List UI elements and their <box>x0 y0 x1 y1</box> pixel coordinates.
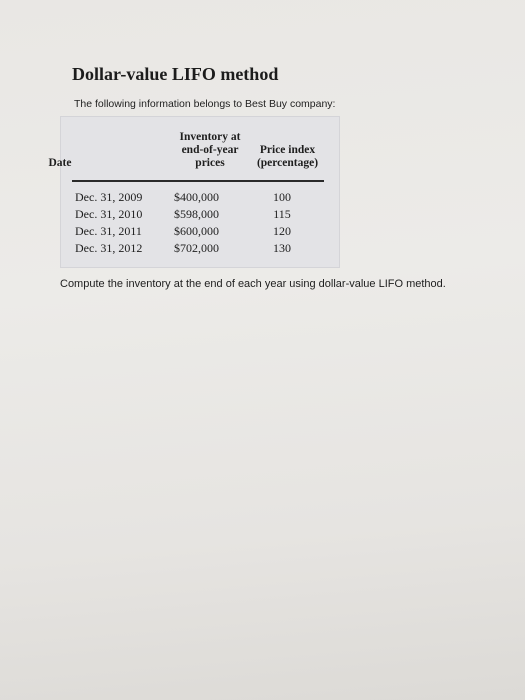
cell-price-index: 100 <box>273 190 291 204</box>
header-date-label: Date <box>48 157 72 169</box>
cell-date: Dec. 31, 2012 <box>75 241 143 255</box>
cell-price-index: 130 <box>273 241 291 255</box>
question-text: Compute the inventory at the end of each year using dollar-value LIFO method. <box>60 278 446 290</box>
header-rule <box>72 180 324 182</box>
header-price-index-line-2: (percentage) <box>256 157 319 169</box>
header-price-index <box>240 144 335 170</box>
cell-inventory: $598,000 <box>174 207 219 221</box>
cell-price-index: 120 <box>273 224 291 238</box>
header-date <box>40 157 80 170</box>
header-inventory-line-3: prices <box>195 157 225 169</box>
header-price-index-line-1: Price index <box>259 144 316 156</box>
header-inventory-line-1: Inventory at <box>179 131 241 143</box>
cell-inventory: $400,000 <box>174 190 219 204</box>
cell-date: Dec. 31, 2009 <box>75 190 143 204</box>
cell-date: Dec. 31, 2010 <box>75 207 143 221</box>
cell-inventory: $600,000 <box>174 224 219 238</box>
cell-price-index: 115 <box>273 207 291 221</box>
document-title: Dollar-value LIFO method <box>72 64 279 84</box>
cell-inventory: $702,000 <box>174 241 219 255</box>
cell-date: Dec. 31, 2011 <box>75 224 142 238</box>
intro-text: The following information belongs to Best Buy company: <box>74 98 336 110</box>
header-inventory-line-2: end-of-year <box>181 144 239 156</box>
